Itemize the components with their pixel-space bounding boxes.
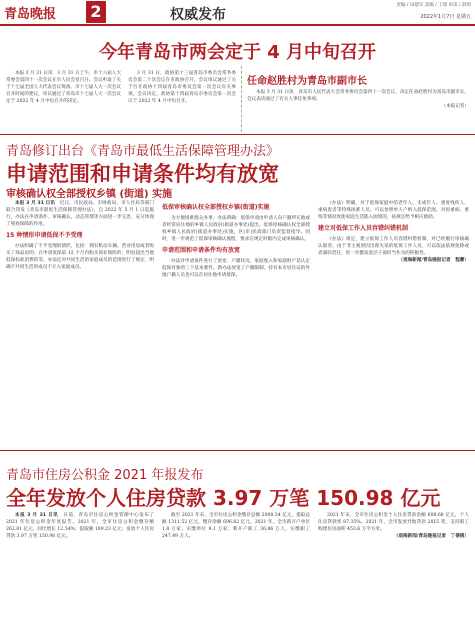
article2-subhead: 审核确认权全部授权乡镇 (街道) 实施 [6, 189, 173, 200]
article2-byline: 本报 3 月 31 日讯 [15, 201, 56, 206]
sidebar1-body [247, 89, 469, 129]
column-divider [241, 66, 242, 132]
article2-text-3: 《办法》明确，对于低保家庭中的老年人、未成年人、重度残疾人、重病患者等特殊困难人员，可以参照单人户纳入低保范围。对因重病、重残等情况致使家庭生活陷入困境的，按规定给予相应救助。 [318, 201, 469, 220]
article2-column-1 [6, 200, 154, 440]
section-rule [0, 134, 475, 135]
section-rule-2 [0, 450, 475, 451]
section-title: 权威发布 [170, 7, 226, 23]
article2-subhead-1: 15 种情形申请低保不予受理 [6, 232, 83, 239]
article3-column-3 [318, 512, 469, 616]
article2-column-3 [318, 200, 469, 440]
article2-column-2 [162, 200, 310, 440]
article1-column-2 [128, 70, 236, 130]
sidebar1-text: 本报 3 月 31 日讯 青岛市人民代表大会常务委员会第四十一次会议，决定任命赵胜村为青岛市副市长。会议表决通过了有关人事任免事项。 [247, 90, 469, 102]
article2-text-1b: 办法明确了不予受理的情形，包括：拥有机动车辆、营业用房或者购买了商品房的；在申请低保前 12 个月内购买商业保险的；明显超出当地低保标准消费的等。办法还对共同生活的家庭成员的范围进行了规定，明确不共同生活的成员不计入家庭成员。 [6, 244, 154, 270]
editors-line: 责编 / 田建军 美编 / 王瑞 审读 / 薛明 [396, 3, 471, 8]
article1-column-1 [6, 70, 121, 130]
article3-kicker: 青岛市住房公积金 2021 年报发布 [6, 468, 204, 483]
article3-text-1: 日前，青岛市住房公积金管理中心发布了 2021 年住房公积金年度报告。2021 年，全市住房公积金缴存额 262.81 亿元，同比增长 12.54%；提取额 189.23 亿元；发放个人住房贷款 3.97 万笔 150.98 亿元。 [6, 513, 154, 539]
article3-text-3: 2021 年末，全市住房公积金个人住房贷款余额 608.68 亿元，个人住房贷款率 87.35%。2021 年，全市发放异地贷款 2815 笔，支持职工购建住房面积 453.6 万平方米。 [318, 513, 469, 532]
article2-text-3b: 《办法》规定，建立低保工作人员容错纠错机制，对已经履行审核确认职责、由于非主观原因出现失误的低保工作人员，可以依法依规免除或者减轻责任，进一步激发基层干部担当作为的积极性。 [318, 237, 469, 256]
article1-text-2: 3 月 31 日，政协第十三届青岛市委员会常务委员会第二十次会议在市政协召开。会议审议通过了关于召开政协十四届青岛市委员会第一次会议有关事项。会议决定，政协第十四届青岛市委员会第一次会议于 2022 年 4 月中旬召开。 [128, 71, 236, 104]
article2-subhead-2: 低保审核确认权全部授权乡镇(街道)实施 [162, 204, 270, 211]
article3-column-1 [6, 512, 154, 616]
article3-headline: 全年发放个人住房贷款 3.97 万笔 150.98 亿元 [6, 486, 441, 510]
article1-headline: 今年青岛市两会定于 4 月中旬召开 [98, 42, 377, 63]
article3-byline: 本报 3 月 31 日讯 [15, 513, 59, 518]
article3-credit: （观海新闻/青岛晚报记者 丁倩倩） [393, 534, 469, 539]
page-number: 2 [86, 1, 106, 23]
masthead [0, 0, 475, 26]
newspaper-logo: 青岛晚报 [4, 7, 57, 22]
article2-kicker: 青岛修订出台《青岛市最低生活保障管理办法》 [6, 144, 280, 159]
article3-column-2 [162, 512, 310, 616]
sidebar1-title: 任命赵胜村为青岛市副市长 [247, 76, 367, 87]
article2-subhead-3: 申请范围和申请条件均有放宽 [162, 247, 241, 254]
sidebar1-credit: （本报记者） [441, 104, 469, 109]
issue-date: 2022年1月7日 星期五 [420, 14, 471, 20]
article2-text-2: 为方便困难群众办事，办法明确：低保申请由申请人向户籍所在地或者经常居住地的乡镇人民政府(街道办事处)提出。低保审核确认权全部授权乡镇人民政府(街道办事处)实施，区(市)民政部门负责监督指导。同时，进一步规范了低保审核确认流程，要求在规定时限内完成审核确认。 [162, 216, 310, 242]
article2-text-1: 近日，市民政局、市财政局、市人社局等部门联合印发《青岛市最低生活保障管理办法》，自 2022 年 5 月 1 日起施行，办法在申请条件、审核确认、动态管理等方面进一步完善，充分体现了兜底保障的作用。 [6, 201, 154, 227]
article2-subhead-4: 建立对低保工作人员容错纠错机制 [318, 225, 409, 232]
article3-text-2: 截至 2021 年末，全市住房公积金缴存总额 2008.34 亿元，提取总额 1311.52 亿元，缴存余额 696.82 亿元。2021 年，全市新开户单位 1.8 万家，实缴单位 9.1 万家；新开户职工 36.86 万人，实缴职工 247.49 万人。 [162, 513, 310, 539]
article1-text-1: 本报 3 月 31 日讯 3 月 31 日上午，市十六届人大常委会第四十一次会议在市人民会堂召开。会议听取了关于十七届全国人大代表会议筹备、市十七届人大一次会议召开时间的建议，审议通过了青岛市十七届人大一次会议定于 2022 年 4 月中旬召开的决定。 [6, 71, 121, 104]
article2-headline: 申请范围和申请条件均有放宽 [6, 162, 279, 186]
article2-credit: （观海新闻/青岛晚报记者 程蕾） [398, 258, 469, 263]
article2-text-2b: 办法对申请条件进行了放宽：户籍状况、家庭收入和家庭财产是认定低保对象的三个基本要件。新办法放宽了户籍限制，持有本市居住证的外地户籍人员也可以在居住地申请低保。 [162, 259, 310, 278]
